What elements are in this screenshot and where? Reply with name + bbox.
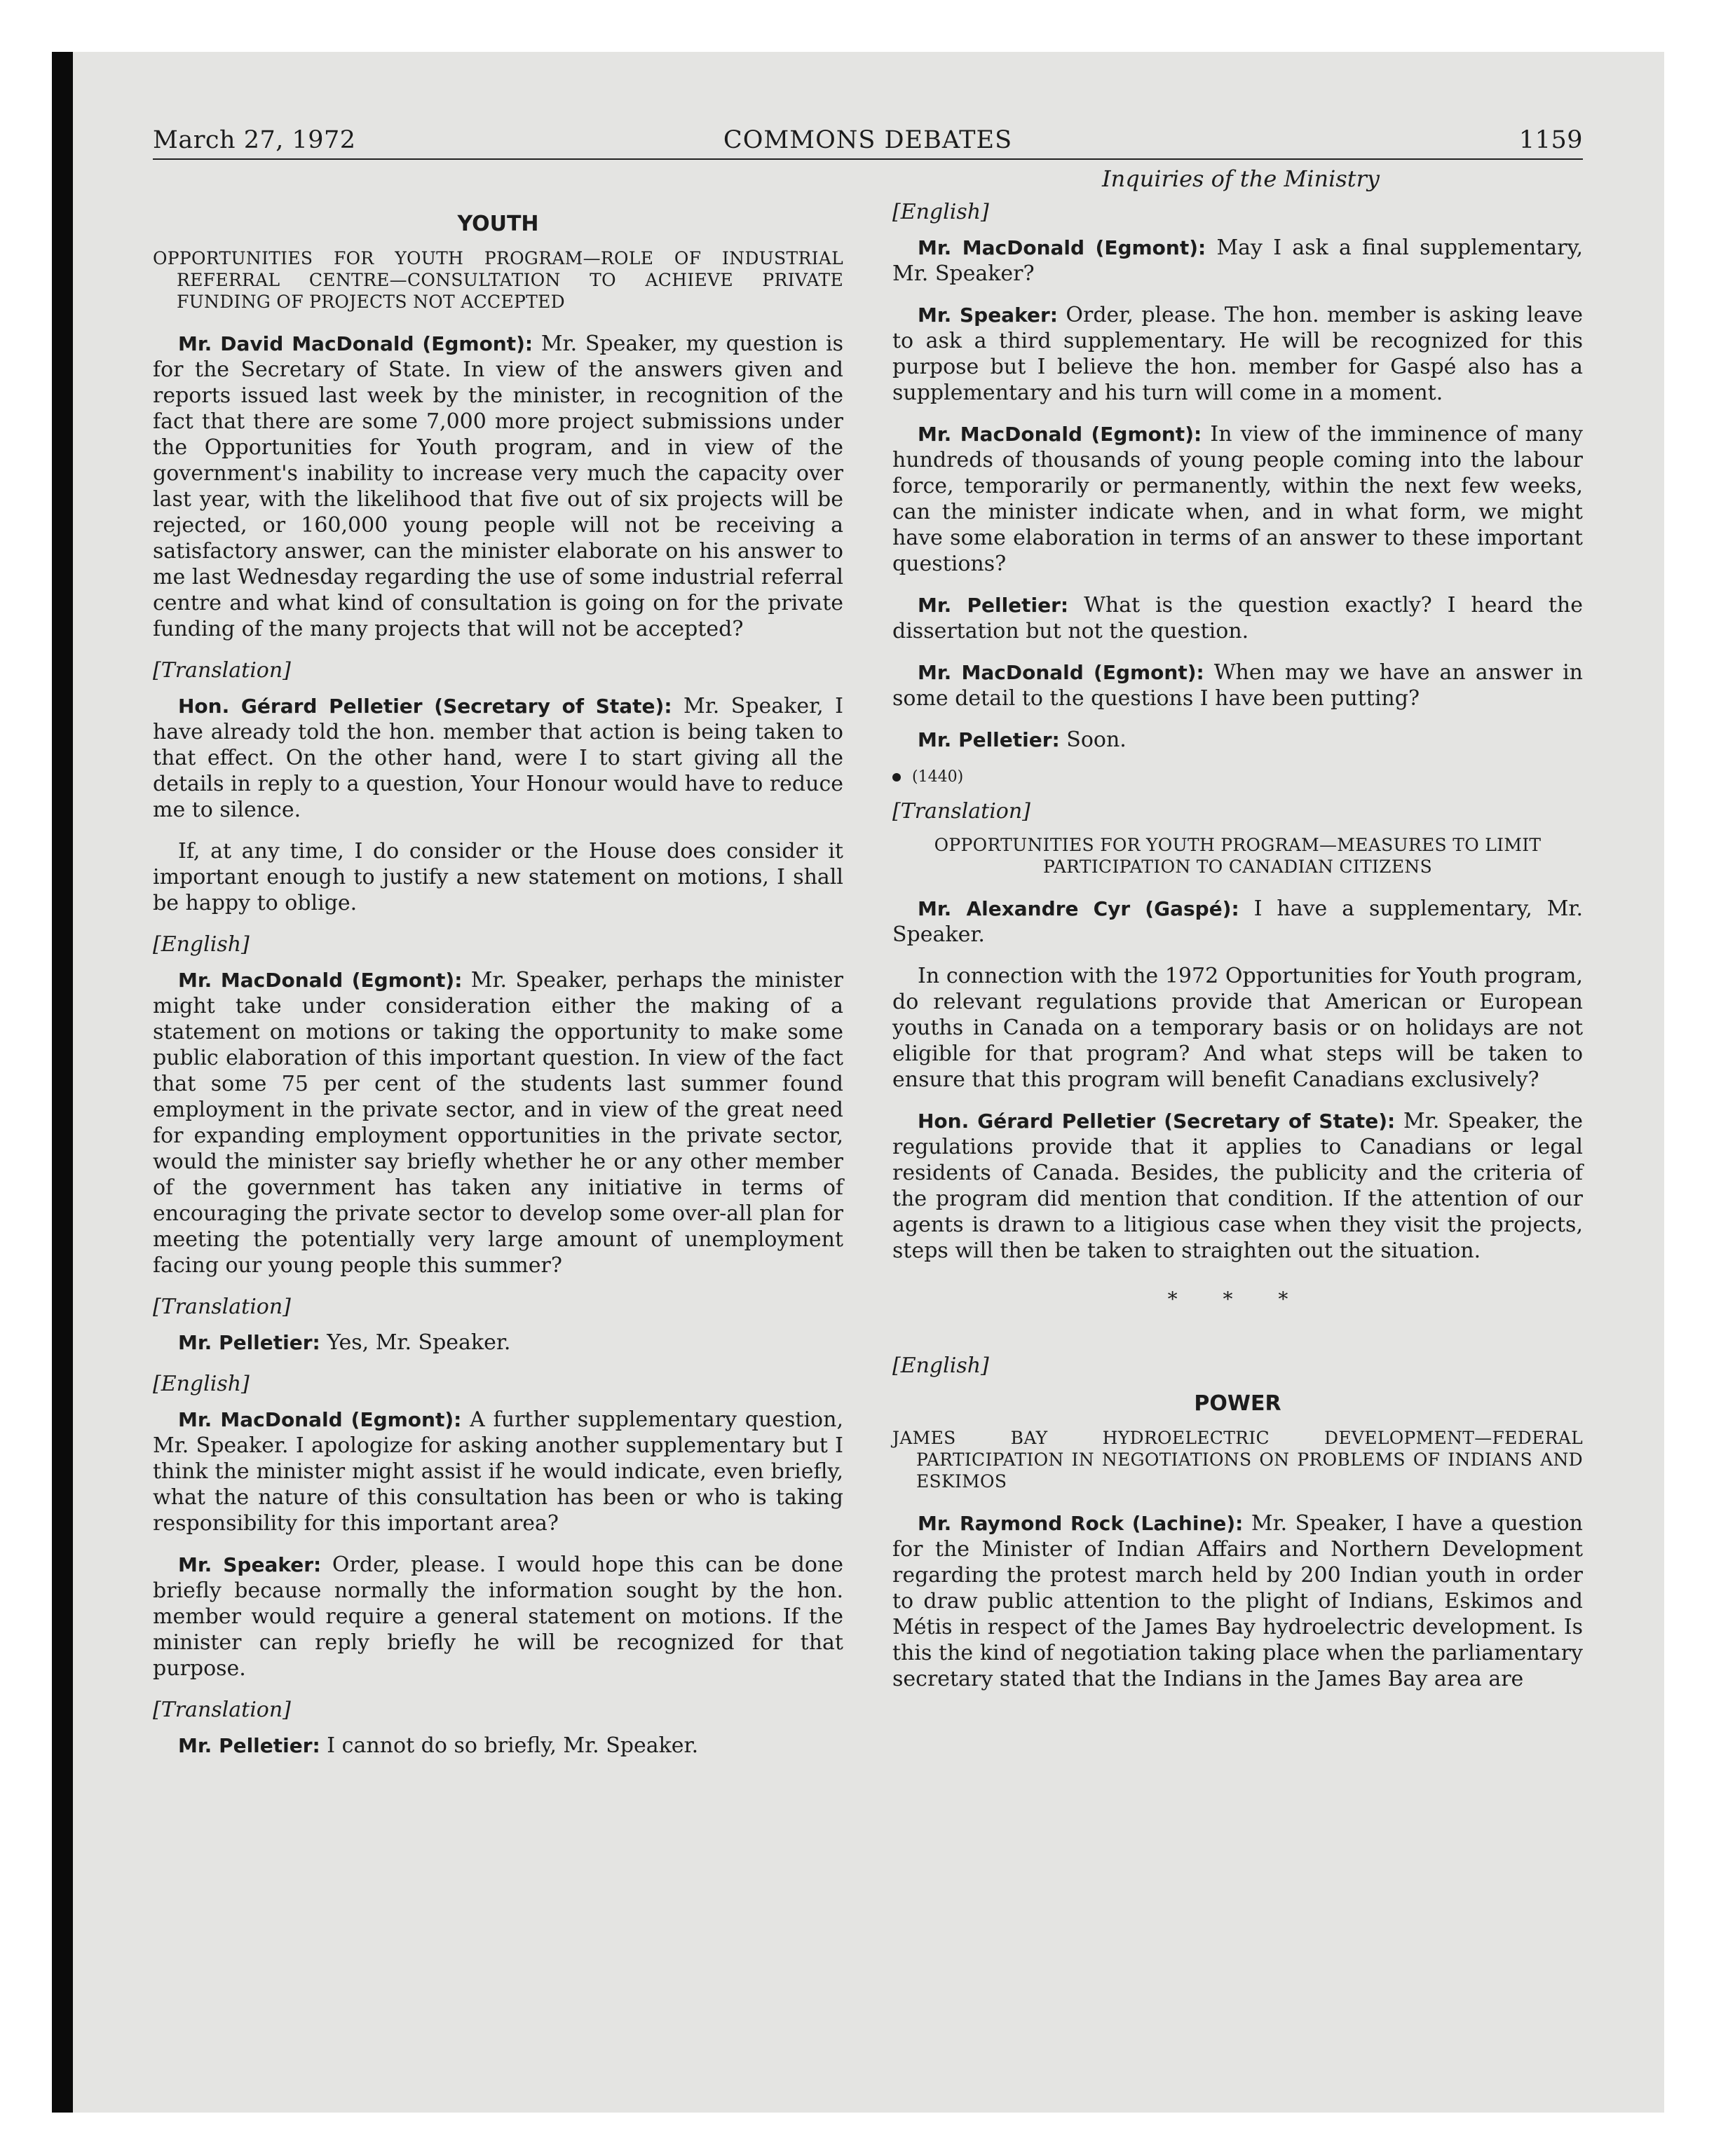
language-tag: [Translation] — [153, 658, 291, 683]
speaker-name: Mr. Pelletier: — [918, 728, 1060, 751]
right-column — [892, 199, 1583, 1774]
section-rubric-youth: YOUTH — [457, 212, 539, 236]
speaker-name: Mr. Pelletier: — [178, 1331, 320, 1354]
speaker-name: Mr. MacDonald (Egmont): — [178, 1408, 462, 1431]
speech-paragraph — [892, 727, 1583, 753]
speech-text: In view of the imminence of many hundreds of thousands of young people coming into the labour force, temporarily or permanently, within the next few weeks, can the minister indicate when, and in what form, we might have some elaboration in terms of an answer to these important questions? — [892, 422, 1583, 576]
speech-paragraph — [153, 1733, 843, 1759]
speech-paragraph — [892, 1108, 1583, 1264]
speech-paragraph: In connection with the 1972 Opportunities for Youth program, do relevant regulations provide that American or European youths in Canada on a temporary basis or on holidays are not eligible for that program? And what steps will be taken to ensure that this program will benefit Canadians exclusively? — [892, 964, 1583, 1092]
speech-paragraph — [153, 1330, 843, 1356]
speech-text: Mr. Speaker, my question is for the Secretary of State. In view of the answers given and reports issued last week by the minister, in recognition of the fact that there are some 7,000 more project submissions under the Opportunities for Youth program, and in view of the government's inability to increase very much the capacity over last year, with the likelihood that five out of six projects will be rejected, or 160,000 young people will not be receiving a satisfactory answer, can the minister elaborate on his answer to me last Wednesday regarding the use of some industrial referral centre and what kind of consultation is going on for the private funding of the many projects that will not be accepted? — [153, 332, 843, 641]
speech-text: I cannot do so briefly, Mr. Speaker. — [320, 1733, 699, 1758]
subheading-youth: OPPORTUNITIES FOR YOUTH PROGRAM—ROLE OF INDUSTRIAL REFERRAL CENTRE—CONSULTATION TO ACHIEVE PRIVATE FUNDING OF PROJECTS NOT ACCEPTED — [153, 248, 843, 312]
speech-text: May I ask a final supplementary, Mr. Speaker? — [892, 236, 1583, 286]
language-tag: [Translation] — [153, 1698, 291, 1722]
speaker-name: Mr. MacDonald (Egmont): — [918, 423, 1202, 446]
speech-paragraph — [892, 235, 1583, 287]
section-separator: * * * — [1167, 1288, 1308, 1311]
speech-paragraph — [892, 592, 1583, 644]
speech-paragraph — [892, 302, 1583, 406]
speech-text: Yes, Mr. Speaker. — [320, 1330, 511, 1355]
speech-paragraph — [892, 1510, 1583, 1692]
page-header — [153, 123, 1583, 160]
page-number: 1159 — [1518, 126, 1583, 154]
speaker-name: Mr. Speaker: — [918, 303, 1058, 327]
speech-text: When may we have an answer in some detail to the questions I have been putting? — [892, 660, 1583, 711]
speech-paragraph — [892, 660, 1583, 711]
speech-text: Mr. Speaker, I have already told the hon. member that action is being taken to that effect. On the other hand, were I to start giving all the details in reply to a question, Your Honour would have to reduce me to silence. — [153, 694, 843, 822]
speaker-name: Mr. Pelletier: — [918, 594, 1069, 617]
speaker-name: Mr. Pelletier: — [178, 1734, 320, 1757]
speech-paragraph — [892, 421, 1583, 577]
speaker-name: Mr. David MacDonald (Egmont): — [178, 332, 533, 355]
language-tag: [English] — [153, 1372, 250, 1396]
language-tag: [English] — [892, 1353, 989, 1378]
speech-text: Mr. Speaker, perhaps the minister might take under consideration either the making of a statement on motions or taking the opportunity to make some public elaboration of this important question. In view of the fact that some 75 per cent of the students last summer found employment in the private sector, and in view of the great need for expanding employment opportunities in the private sector, would the minister say briefly whether he or any other member of the government has taken any initiative in terms of encouraging the private sector to develop some over-all plan for meeting the potentially very large amount of unemployment facing our young people this summer? — [153, 968, 843, 1278]
speech-text: Soon. — [1059, 728, 1127, 752]
speech-text: A further supplementary question, Mr. Speaker. I apologize for asking another supplementary but I think the minister might assist if he would indicate, even briefly, what the nature of this consultation has been or who is taking responsibility for this important area? — [153, 1407, 843, 1536]
bullet-dot-icon — [892, 773, 901, 782]
speech-paragraph — [153, 693, 843, 823]
speech-paragraph — [153, 967, 843, 1278]
speaker-name: Mr. Raymond Rock (Lachine): — [918, 1512, 1244, 1535]
speaker-name: Mr. MacDonald (Egmont): — [178, 969, 463, 992]
speaker-name: Mr. Alexandre Cyr (Gaspé): — [918, 897, 1239, 920]
speech-text: Order, please. I would hope this can be done briefly because normally the information sought by the hon. member would require a general statement on motions. If the minister can reply briefly he will be recognized for that purpose. — [153, 1553, 844, 1681]
speech-paragraph: If, at any time, I do consider or the House does consider it important enough to justify a new statement on motions, I shall be happy to oblige. — [153, 839, 843, 915]
two-column-body — [153, 199, 1583, 1774]
speech-paragraph — [153, 1407, 843, 1536]
speaker-name: Mr. Speaker: — [178, 1553, 322, 1576]
time-marker-text: (1440) — [912, 768, 964, 786]
speaker-name: Mr. MacDonald (Egmont): — [918, 236, 1206, 259]
language-tag: [Translation] — [892, 799, 1030, 824]
speech-text: What is the question exactly? I heard the dissertation but not the question. — [892, 593, 1583, 643]
language-tag: [Translation] — [153, 1295, 291, 1319]
subheading-citizens: OPPORTUNITIES FOR YOUTH PROGRAM—MEASURES TO LIMIT PARTICIPATION TO CANADIAN CITIZENS — [934, 835, 1542, 877]
header-title: COMMONS DEBATES — [723, 126, 1013, 154]
scan-edge-shadow — [52, 52, 73, 2113]
speaker-name: Hon. Gérard Pelletier (Secretary of State): — [918, 1110, 1396, 1133]
hansard-page — [153, 123, 1583, 1774]
section-rubric-power: POWER — [1194, 1391, 1281, 1416]
running-head: Inquiries of the Ministry — [1102, 165, 1380, 192]
speech-paragraph — [153, 1552, 843, 1681]
speaker-name: Hon. Gérard Pelletier (Secretary of State): — [178, 695, 672, 718]
speech-text: Mr. Speaker, I have a question for the Minister of Indian Affairs and Northern Development regarding the protest march held by 200 Indian youth in order to draw public attention to the plight of Indians, Eskimos and Métis in respect of the James Bay hydroelectric development. Is this the kind of negotiation taking place when the parliamentary secretary stated that the Indians in the James Bay area are — [892, 1511, 1584, 1691]
speaker-name: Mr. MacDonald (Egmont): — [918, 661, 1204, 684]
language-tag: [English] — [892, 200, 989, 224]
left-column — [153, 199, 843, 1774]
language-tag: [English] — [153, 932, 250, 957]
header-date: March 27, 1972 — [153, 126, 356, 154]
speech-text: I have a supplementary, Mr. Speaker. — [892, 896, 1584, 947]
speech-text: Order, please. The hon. member is asking leave to ask a third supplementary. He will be recognized for this purpose but I believe the hon. member for Gaspé also has a supplementary and his turn will come in a moment. — [892, 303, 1583, 405]
speech-paragraph — [153, 331, 843, 642]
subheading-james-bay: JAMES BAY HYDROELECTRIC DEVELOPMENT—FEDERAL PARTICIPATION IN NEGOTIATIONS ON PROBLEMS OF INDIANS AND ESKIMOS — [892, 1428, 1583, 1492]
time-marker — [892, 768, 1583, 786]
speech-text: Mr. Speaker, the regulations provide that it applies to Canadians or legal residents of Canada. Besides, the publicity and the criteria of the program did mention that condition. If the attention of our agents is drawn to a litigious case when they visit the projects, steps will then be taken to straighten out the situation. — [892, 1109, 1583, 1263]
speech-paragraph — [892, 896, 1583, 948]
